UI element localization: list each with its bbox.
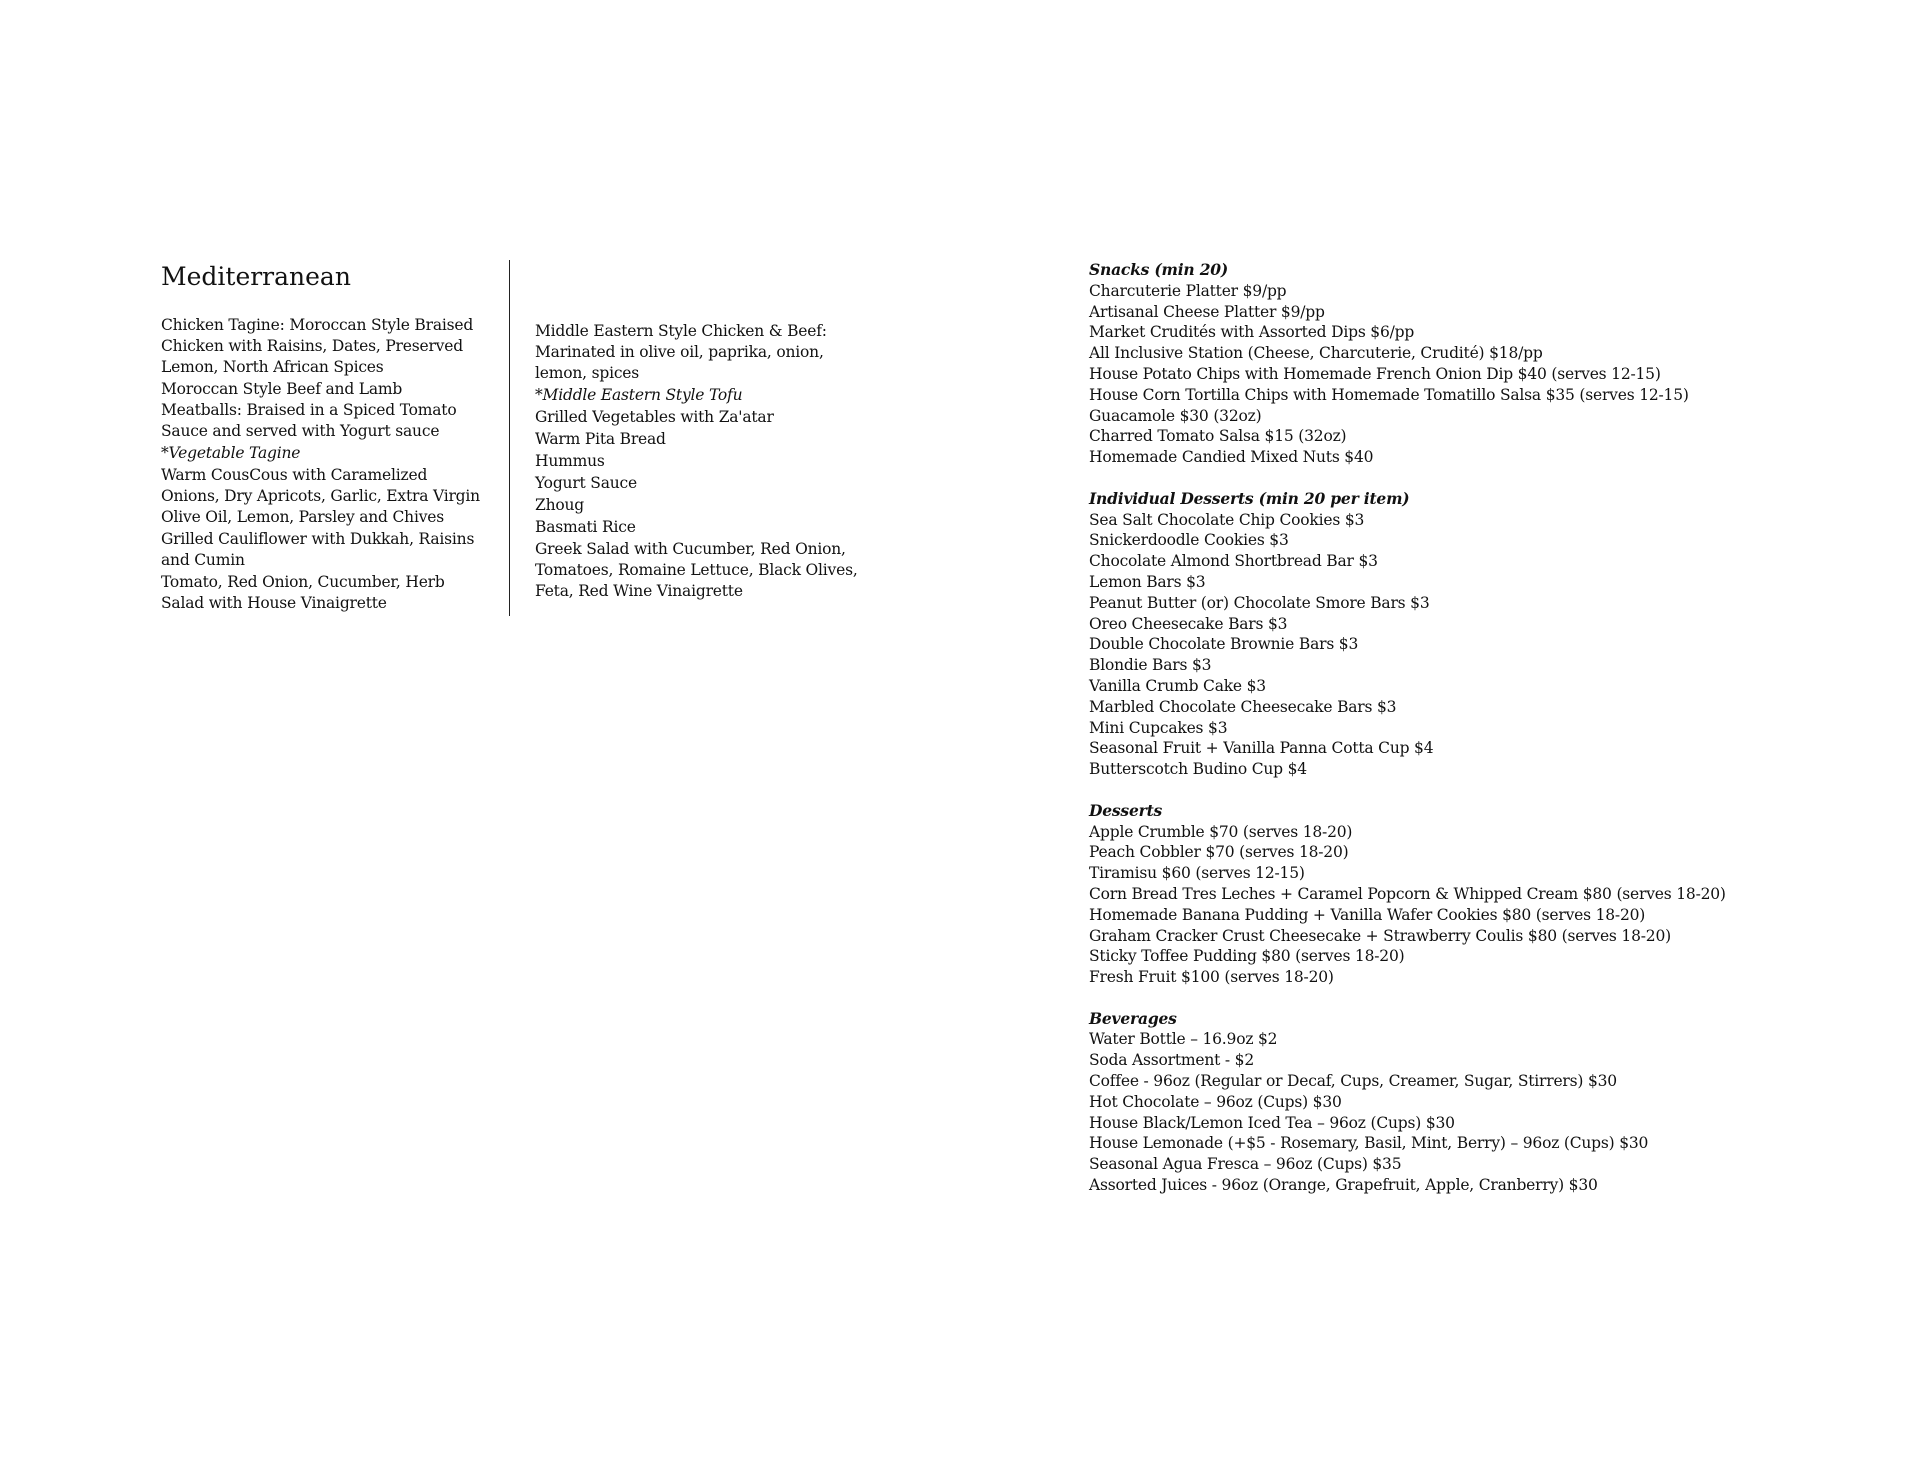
menu-item: Middle Eastern Style Chicken & Beef: Marinated in olive oil, paprika, onion, lemon, spices <box>535 322 827 382</box>
section-heading: Beverages <box>1089 1008 1177 1028</box>
menu-item: Homemade Candied Mixed Nuts $40 <box>1089 448 1374 467</box>
menu-item: Hot Chocolate – 96oz (Cups) $30 <box>1089 1092 1342 1111</box>
menu-item: Corn Bread Tres Leches + Caramel Popcorn & Whipped Cream $80 (serves 18-20) <box>1089 884 1726 903</box>
menu-item: Chocolate Almond Shortbread Bar $3 <box>1089 552 1378 571</box>
menu-item: Basmati Rice <box>535 518 636 536</box>
menu-item: Sticky Toffee Pudding $80 (serves 18-20) <box>1089 947 1405 966</box>
middle-eastern-column <box>535 321 865 603</box>
menu-item: Yogurt Sauce <box>535 474 637 492</box>
mediterranean-column <box>161 259 481 615</box>
menu-item: Grilled Cauliflower with Dukkah, Raisins and Cumin <box>161 530 475 569</box>
menu-item: Charred Tomato Salsa $15 (32oz) <box>1089 427 1347 446</box>
menu-item: Snickerdoodle Cookies $3 <box>1089 531 1289 550</box>
menu-item: Homemade Banana Pudding + Vanilla Wafer Cookies $80 (serves 18-20) <box>1089 905 1646 924</box>
menu-item: Guacamole $30 (32oz) <box>1089 406 1262 425</box>
menu-item: Peanut Butter (or) Chocolate Smore Bars $3 <box>1089 593 1430 612</box>
menu-item: Apple Crumble $70 (serves 18-20) <box>1089 822 1353 841</box>
menu-item: Mini Cupcakes $3 <box>1089 718 1228 737</box>
menu-item: All Inclusive Station (Cheese, Charcuterie, Crudité) $18/pp <box>1089 344 1543 363</box>
menu-item: Artisanal Cheese Platter $9/pp <box>1089 302 1325 321</box>
menu-item: Tiramisu $60 (serves 12-15) <box>1089 864 1305 883</box>
menu-item: Zhoug <box>535 496 584 514</box>
menu-item: Blondie Bars $3 <box>1089 656 1212 675</box>
menu-item: Coffee - 96oz (Regular or Decaf, Cups, Creamer, Sugar, Stirrers) $30 <box>1089 1072 1617 1091</box>
menu-item: Moroccan Style Beef and Lamb Meatballs: Braised in a Spiced Tomato Sauce and served with Yogurt sauce <box>161 380 457 440</box>
menu-section <box>1089 489 1869 780</box>
menu-item: *Middle Eastern Style Tofu <box>535 386 743 404</box>
menu-item: Butterscotch Budino Cup $4 <box>1089 760 1307 779</box>
menu-item: Market Crudités with Assorted Dips $6/pp <box>1089 323 1415 342</box>
extras-column <box>1089 260 1869 1217</box>
menu-item: Chicken Tagine: Moroccan Style Braised Chicken with Raisins, Dates, Preserved Lemon, North African Spices <box>161 316 474 376</box>
menu-item: Peach Cobbler $70 (serves 18-20) <box>1089 843 1349 862</box>
menu-item: Hummus <box>535 452 605 470</box>
menu-item: Soda Assortment - $2 <box>1089 1051 1255 1070</box>
menu-section <box>1089 260 1869 468</box>
mediterranean-item-list <box>161 315 481 614</box>
menu-item: Tomato, Red Onion, Cucumber, Herb Salad with House Vinaigrette <box>161 573 445 612</box>
menu-item: Sea Salt Chocolate Chip Cookies $3 <box>1089 510 1365 529</box>
menu-item: House Lemonade (+$5 - Rosemary, Basil, Mint, Berry) – 96oz (Cups) $30 <box>1089 1134 1649 1153</box>
menu-item: Fresh Fruit $100 (serves 18-20) <box>1089 968 1334 987</box>
menu-item: *Vegetable Tagine <box>161 444 301 462</box>
menu-item: Water Bottle – 16.9oz $2 <box>1089 1030 1278 1049</box>
menu-section <box>1089 801 1869 988</box>
section-heading: Individual Desserts (min 20 per item) <box>1089 488 1410 508</box>
menu-item: House Black/Lemon Iced Tea – 96oz (Cups) $30 <box>1089 1113 1455 1132</box>
menu-item: Greek Salad with Cucumber, Red Onion, Tomatoes, Romaine Lettuce, Black Olives, Feta, Red Wine Vinaigrette <box>535 540 858 600</box>
menu-item: Marbled Chocolate Cheesecake Bars $3 <box>1089 697 1397 716</box>
column-divider <box>509 260 510 616</box>
menu-item: Charcuterie Platter $9/pp <box>1089 281 1287 300</box>
menu-item: House Potato Chips with Homemade French Onion Dip $40 (serves 12-15) <box>1089 364 1661 383</box>
menu-item: House Corn Tortilla Chips with Homemade Tomatillo Salsa $35 (serves 12-15) <box>1089 385 1689 404</box>
menu-item: Lemon Bars $3 <box>1089 572 1206 591</box>
page-title: Mediterranean <box>161 262 351 291</box>
menu-item: Warm Pita Bread <box>535 430 666 448</box>
menu-item: Oreo Cheesecake Bars $3 <box>1089 614 1288 633</box>
menu-section <box>1089 1009 1869 1196</box>
menu-item: Assorted Juices - 96oz (Orange, Grapefruit, Apple, Cranberry) $30 <box>1089 1176 1598 1195</box>
section-heading: Snacks (min 20) <box>1089 260 1228 279</box>
middle-eastern-item-list <box>535 321 865 602</box>
menu-item: Warm CousCous with Caramelized Onions, Dry Apricots, Garlic, Extra Virgin Olive Oil, Lemon, Parsley and Chives <box>161 466 480 526</box>
section-heading: Desserts <box>1089 800 1163 820</box>
menu-item: Graham Cracker Crust Cheesecake + Strawberry Coulis $80 (serves 18-20) <box>1089 926 1671 945</box>
menu-item: Seasonal Fruit + Vanilla Panna Cotta Cup $4 <box>1089 739 1434 758</box>
menu-item: Seasonal Agua Fresca – 96oz (Cups) $35 <box>1089 1155 1402 1174</box>
menu-item: Double Chocolate Brownie Bars $3 <box>1089 635 1359 654</box>
menu-item: Grilled Vegetables with Za'atar <box>535 408 774 426</box>
menu-item: Vanilla Crumb Cake $3 <box>1089 676 1266 695</box>
